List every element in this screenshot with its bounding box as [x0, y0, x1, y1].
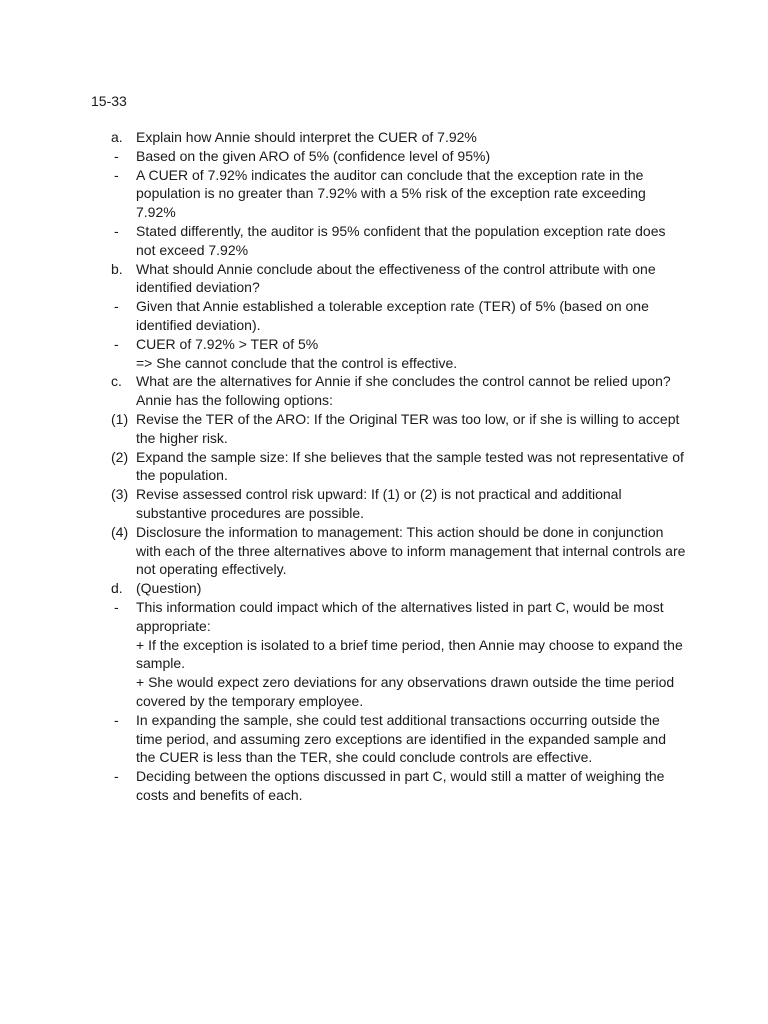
list-item-text-line: Revise the TER of the ARO: If the Original TER was too low, or if she is willing to accept	[136, 410, 680, 427]
list-item	[91, 222, 691, 260]
list-item-text-line: Expand the sample size: If she believes that the sample tested was not representative of	[136, 448, 684, 465]
list-item-text-line: the population.	[136, 467, 228, 484]
list-item	[91, 335, 691, 373]
list-marker: -	[114, 298, 119, 315]
list-item-text-line: In expanding the sample, she could test additional transactions occurring outside the	[136, 711, 660, 728]
list-item-text-line: substantive procedures are possible.	[136, 504, 365, 521]
list-item-text-line: sample.	[136, 655, 186, 672]
list-item-text-line: What should Annie conclude about the effectiveness of the control attribute with one	[136, 260, 656, 277]
list-item	[91, 128, 691, 147]
list-item-text-line: Annie has the following options:	[136, 392, 333, 409]
list-item-text-line: Deciding between the options discussed in part C, would still a matter of weighing the	[136, 768, 665, 785]
list-item-text-line: identified deviation).	[136, 316, 261, 333]
list-item-text-line: with each of the three alternatives above to inform management that internal controls are	[136, 542, 686, 559]
list-item	[91, 579, 691, 598]
list-item-text-line: This information could impact which of the alternatives listed in part C, would be most	[136, 598, 664, 615]
list-marker: -	[114, 147, 119, 164]
list-item-text-line: not exceed 7.92%	[136, 241, 249, 258]
list-marker: d.	[111, 580, 123, 597]
list-marker: c.	[111, 373, 122, 390]
list-marker: -	[114, 222, 119, 239]
list-marker: a.	[111, 129, 123, 145]
list-item-text-line: costs and benefits of each.	[136, 786, 303, 803]
list-item-text-line: + She would expect zero deviations for any observations drawn outside the time period	[136, 674, 675, 691]
list-item-text-line: 7.92%	[136, 204, 176, 221]
answer-list	[91, 128, 691, 805]
list-item-text-line: Explain how Annie should interpret the CUER of 7.92%	[136, 129, 477, 145]
list-item-text-line: Based on the given ARO of 5% (confidence level of 95%)	[136, 147, 491, 164]
list-item-text-line: not operating effectively.	[136, 561, 287, 578]
list-item	[91, 448, 691, 486]
list-marker: -	[114, 768, 119, 785]
list-marker: -	[114, 335, 119, 352]
list-item-text-line: (Question)	[136, 580, 202, 597]
list-item	[91, 260, 691, 298]
list-item	[91, 598, 691, 711]
list-item	[91, 410, 691, 448]
list-item-text-line: Stated differently, the auditor is 95% confident that the population exception rate does	[136, 222, 666, 239]
list-item-text-line: time period, and assuming zero exceptions are identified in the expanded sample and	[136, 730, 666, 747]
list-marker: (2)	[111, 448, 129, 465]
list-item-text-line: Given that Annie established a tolerable exception rate (TER) of 5% (based on one	[136, 298, 649, 315]
list-item	[91, 523, 691, 579]
list-item	[91, 166, 691, 222]
list-item-text-line: covered by the temporary employee.	[136, 692, 364, 709]
list-item-text-line: population is no greater than 7.92% with a 5% risk of the exception rate exceeding	[136, 185, 646, 202]
list-item-text-line: Disclosure the information to management: This action should be done in conjunction	[136, 523, 664, 540]
list-marker: (3)	[111, 486, 129, 503]
list-item-text-line: appropriate:	[136, 617, 211, 634]
list-item-text-line: the CUER is less than the TER, she could conclude controls are effective.	[136, 749, 593, 766]
list-marker: b.	[111, 260, 123, 277]
list-marker: (1)	[111, 410, 129, 427]
list-item-text-line: the higher risk.	[136, 429, 228, 446]
list-item	[91, 767, 691, 805]
list-item-text-line: A CUER of 7.92% indicates the auditor can conclude that the exception rate in the	[136, 166, 644, 183]
problem-number-heading: 15-33	[91, 93, 127, 109]
list-item	[91, 372, 691, 410]
list-item-text-line: What are the alternatives for Annie if she concludes the control cannot be relied upon?	[136, 373, 671, 390]
list-marker: -	[114, 598, 119, 615]
list-item-text-line: CUER of 7.92% > TER of 5%	[136, 335, 319, 352]
list-marker: (4)	[111, 523, 129, 540]
list-item	[91, 147, 691, 166]
list-marker: -	[114, 711, 119, 728]
list-item	[91, 711, 691, 767]
list-marker: -	[114, 166, 119, 183]
list-item	[91, 297, 691, 335]
list-item-text-line: Revise assessed control risk upward: If (1) or (2) is not practical and additional	[136, 486, 622, 503]
list-item-text-line: => She cannot conclude that the control is effective.	[136, 354, 458, 371]
list-item-text-line: + If the exception is isolated to a brief time period, then Annie may choose to expand the	[136, 636, 683, 653]
list-item-text-line: identified deviation?	[136, 279, 260, 296]
list-item	[91, 485, 691, 523]
